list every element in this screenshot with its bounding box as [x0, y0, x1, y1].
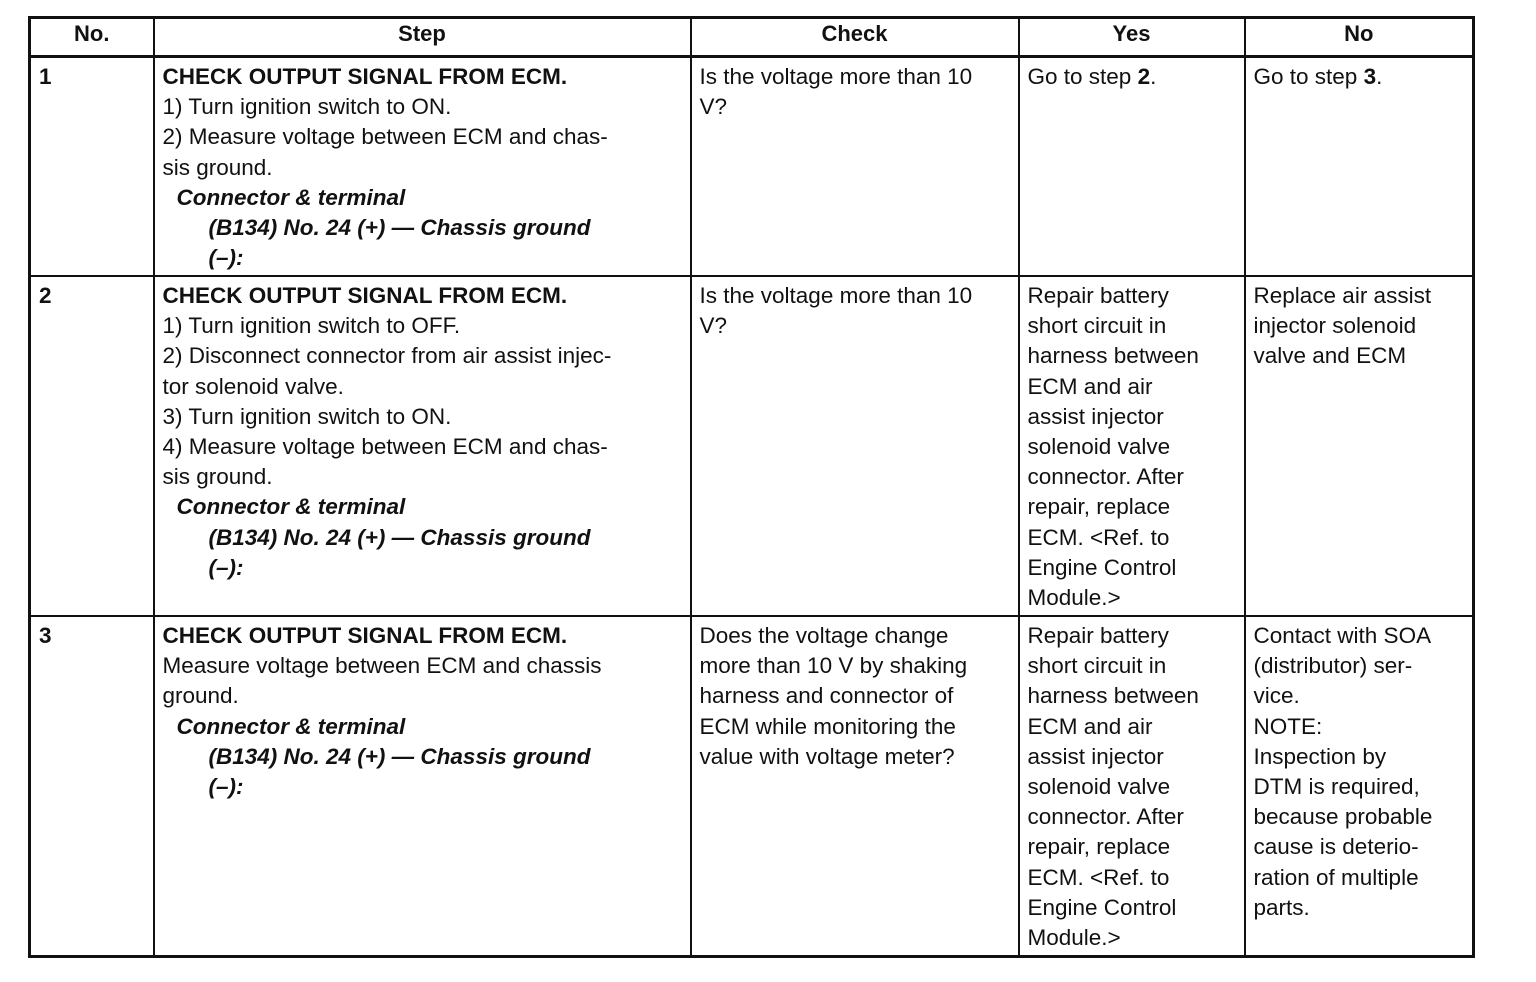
- check-cell: [691, 276, 1019, 616]
- yes-line: connector. After: [1027, 464, 1184, 490]
- yes-line: ECM. <Ref. to: [1027, 864, 1170, 890]
- no-line: valve and ECM: [1253, 343, 1407, 369]
- no-prefix: Go to step: [1253, 64, 1364, 89]
- check-line: more than 10 V by shaking: [699, 653, 968, 679]
- yes-line: solenoid valve: [1027, 434, 1171, 460]
- connector-label: Connector & terminal: [176, 494, 406, 520]
- connector-label: Connector & terminal: [176, 184, 406, 210]
- yes-line: short circuit in: [1027, 653, 1167, 679]
- step-line: tor solenoid valve.: [162, 373, 344, 399]
- step-line: Measure voltage between ECM and chassis: [162, 653, 602, 679]
- header-check: Check: [691, 18, 1019, 57]
- check-line: Does the voltage change: [699, 623, 949, 648]
- no-line: cause is deterio-: [1253, 834, 1419, 860]
- step-number: 2: [30, 276, 154, 616]
- diagnostic-table: [28, 16, 1475, 958]
- no-suffix: .: [1376, 64, 1383, 89]
- no-cell: [1245, 616, 1474, 957]
- yes-line: harness between: [1027, 683, 1199, 709]
- no-line: injector solenoid: [1253, 313, 1417, 339]
- header-no: No.: [30, 18, 154, 57]
- step-line: 4) Measure voltage between ECM and chas-: [162, 434, 608, 460]
- terminal-spec-end: (–):: [208, 245, 244, 271]
- diagnostic-procedure-sheet: [28, 16, 1475, 958]
- yes-line: ECM and air: [1027, 373, 1153, 399]
- check-cell: [691, 57, 1019, 277]
- yes-line: ECM and air: [1027, 713, 1153, 739]
- yes-line: Module.>: [1027, 925, 1121, 951]
- yes-action: [1028, 62, 1238, 92]
- no-line: Contact with SOA: [1253, 623, 1432, 648]
- no-line: DTM is required,: [1253, 774, 1420, 800]
- yes-cell: [1019, 57, 1245, 277]
- yes-line: Repair battery: [1027, 283, 1169, 308]
- step-line: 2) Measure voltage between ECM and chas-: [162, 124, 608, 150]
- yes-line: repair, replace: [1027, 834, 1171, 860]
- yes-cell: [1019, 276, 1245, 616]
- check-line: Is the voltage more than 10: [699, 283, 973, 308]
- step-title: CHECK OUTPUT SIGNAL FROM ECM.: [162, 283, 568, 308]
- terminal-spec: (B134) No. 24 (+) — Chassis ground: [208, 524, 591, 550]
- no-line: (distributor) ser-: [1253, 653, 1413, 679]
- no-line: ration of multiple: [1253, 864, 1419, 890]
- yes-line: Engine Control: [1027, 554, 1177, 580]
- step-number: 3: [30, 616, 154, 957]
- step-cell: [154, 57, 691, 277]
- yes-line: assist injector: [1027, 743, 1164, 769]
- connector-label: Connector & terminal: [176, 713, 406, 739]
- header-step: Step: [154, 18, 691, 57]
- header-no-result: No: [1245, 18, 1474, 57]
- table-row: [30, 276, 1474, 616]
- check-line: Is the voltage more than 10: [699, 64, 973, 89]
- no-action: [1254, 62, 1467, 92]
- no-cell: [1245, 276, 1474, 616]
- step-line: ground.: [162, 683, 239, 709]
- table-row: [30, 57, 1474, 277]
- step-line: 1) Turn ignition switch to ON.: [162, 94, 452, 120]
- step-line: 3) Turn ignition switch to ON.: [162, 403, 452, 429]
- check-line: ECM while monitoring the: [699, 713, 956, 739]
- terminal-spec-end: (–):: [208, 774, 244, 800]
- step-line: sis ground.: [162, 464, 273, 490]
- yes-line: short circuit in: [1027, 313, 1167, 339]
- yes-suffix: .: [1150, 64, 1157, 89]
- no-line: Inspection by: [1253, 743, 1387, 769]
- yes-line: Module.>: [1027, 585, 1121, 611]
- no-line: vice.: [1253, 683, 1300, 709]
- header-row: [30, 18, 1474, 57]
- yes-cell: [1019, 616, 1245, 957]
- yes-line: connector. After: [1027, 804, 1184, 830]
- terminal-spec-end: (–):: [208, 554, 244, 580]
- yes-line: solenoid valve: [1027, 774, 1171, 800]
- step-line: sis ground.: [162, 154, 273, 180]
- table-row: [30, 616, 1474, 957]
- step-cell: [154, 276, 691, 616]
- check-line: V?: [699, 94, 728, 120]
- check-cell: [691, 616, 1019, 957]
- check-line: value with voltage meter?: [699, 743, 955, 769]
- no-step-ref: 3: [1363, 64, 1377, 89]
- yes-line: assist injector: [1027, 403, 1164, 429]
- step-number: 1: [30, 57, 154, 277]
- yes-step-ref: 2: [1137, 64, 1151, 89]
- yes-prefix: Go to step: [1027, 64, 1138, 89]
- step-title: CHECK OUTPUT SIGNAL FROM ECM.: [162, 64, 568, 89]
- step-cell: [154, 616, 691, 957]
- no-line: NOTE:: [1253, 713, 1323, 739]
- yes-line: ECM. <Ref. to: [1027, 524, 1170, 550]
- no-line: because probable: [1253, 804, 1433, 830]
- no-cell: [1245, 57, 1474, 277]
- no-line: Replace air assist: [1253, 283, 1432, 308]
- header-yes: Yes: [1019, 18, 1245, 57]
- yes-line: harness between: [1027, 343, 1199, 369]
- yes-line: Engine Control: [1027, 894, 1177, 920]
- step-line: 1) Turn ignition switch to OFF.: [162, 313, 461, 339]
- check-line: harness and connector of: [699, 683, 954, 709]
- no-line: parts.: [1253, 894, 1310, 920]
- yes-line: repair, replace: [1027, 494, 1171, 520]
- terminal-spec: (B134) No. 24 (+) — Chassis ground: [208, 215, 591, 241]
- step-title: CHECK OUTPUT SIGNAL FROM ECM.: [162, 623, 568, 648]
- check-line: V?: [699, 313, 728, 339]
- yes-line: Repair battery: [1027, 623, 1169, 648]
- step-line: 2) Disconnect connector from air assist injec-: [162, 343, 612, 369]
- terminal-spec: (B134) No. 24 (+) — Chassis ground: [208, 743, 591, 769]
